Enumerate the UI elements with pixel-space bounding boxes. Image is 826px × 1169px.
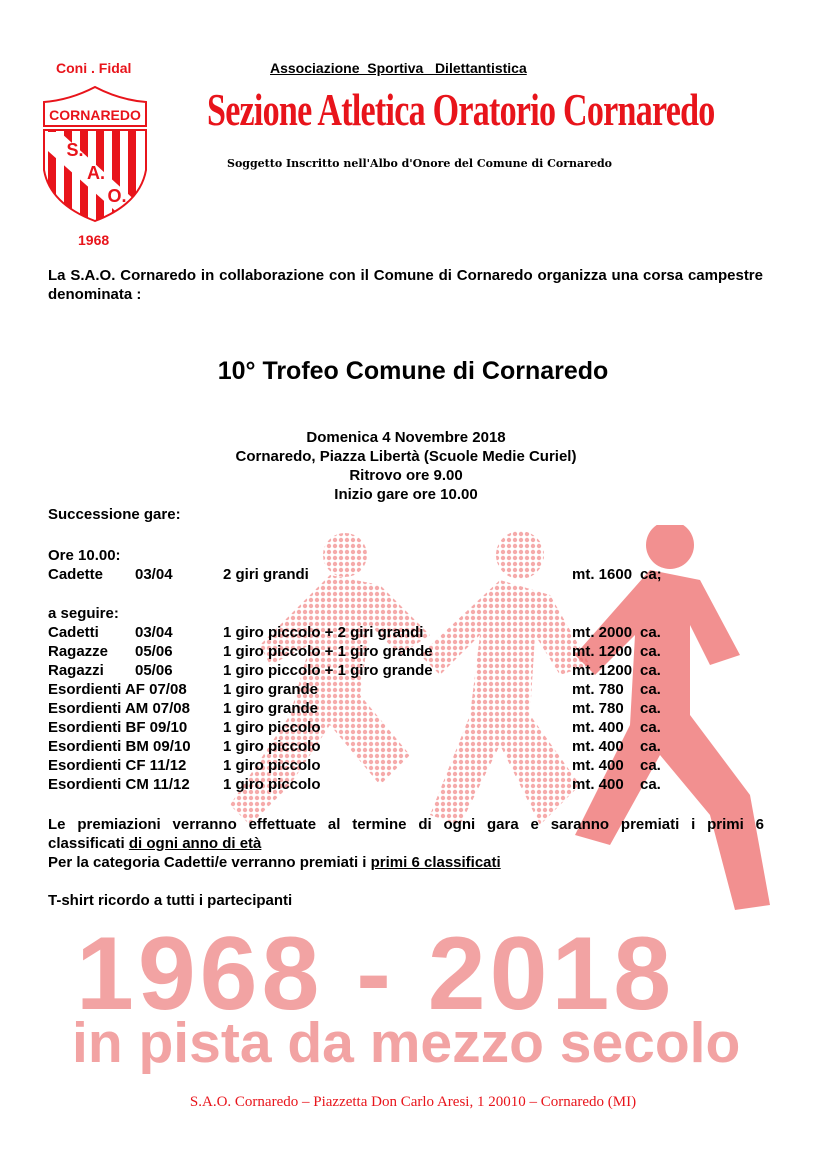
watermark-slogan: in pista da mezzo secolo [72, 1011, 741, 1075]
svg-text:CORNAREDO: CORNAREDO [49, 107, 141, 123]
svg-text:S.: S. [66, 140, 84, 160]
awards-line-3-underlined: primi 6 classificati [370, 854, 501, 871]
race-suffix: ca. [640, 681, 661, 698]
schedule-heading: Successione gare: [48, 506, 181, 523]
event-location: Cornaredo, Piazza Libertà (Scuole Medie Curiel) [235, 448, 577, 465]
race-category: Ragazze [48, 643, 109, 660]
race-row [0, 565, 826, 584]
race-years: 05/06 [135, 643, 173, 660]
race-years: 05/06 [135, 662, 173, 679]
awards-line-3-prefix: Per la categoria Cadetti/e verranno premiati i [48, 854, 371, 871]
race-category: Cadette [48, 566, 104, 583]
race-course: 1 giro piccolo + 2 giri grandi [223, 624, 424, 641]
race-course: 1 giro piccolo [223, 719, 321, 736]
race-course: 1 giro piccolo [223, 757, 321, 774]
race-row [0, 737, 826, 756]
race-course: 1 giro piccolo + 1 giro grande [223, 643, 433, 660]
awards-line-2 [48, 834, 261, 853]
race-course: 1 giro piccolo [223, 776, 321, 793]
event-info [0, 428, 812, 504]
race-row [0, 680, 826, 699]
race-distance: mt. 780 [572, 700, 624, 717]
race-distance: mt. 400 [572, 719, 624, 736]
intro-text: La S.A.O. Cornaredo in collaborazione con il Comune di Cornaredo organizza una corsa campestre denominata : [48, 267, 763, 303]
awards-line-2-prefix: classificati [48, 835, 129, 852]
race-category: Esordienti AM 07/08 [48, 700, 190, 717]
event-date: Domenica 4 Novembre 2018 [306, 429, 506, 446]
race-suffix: ca. [640, 757, 661, 774]
race-distance: mt. 1200 [572, 662, 633, 679]
watermark-years: 1968 - 2018 [76, 916, 676, 1032]
race-category: Esordienti CM 11/12 [48, 776, 190, 793]
race-row [0, 775, 826, 794]
race-years: 03/04 [135, 566, 173, 583]
federation-label: Coni . Fidal [56, 60, 132, 76]
race-row [0, 718, 826, 737]
race-years: 03/04 [135, 624, 173, 641]
logo-year: 1968 [78, 232, 110, 248]
race-course: 1 giro grande [223, 681, 319, 698]
event-title: 10° Trofeo Comune di Cornaredo [217, 357, 609, 385]
association-type: Associazione Sportiva Dilettantistica [270, 60, 527, 76]
race-distance: mt. 400 [572, 738, 624, 755]
race-course: 1 giro piccolo + 1 giro grande [223, 662, 433, 679]
race-course: 2 giri grandi [223, 566, 309, 583]
race-row [0, 756, 826, 775]
race-suffix: ca; [640, 566, 662, 583]
race-distance: mt. 1200 [572, 643, 633, 660]
honor-line: Soggetto Inscritto nell'Albo d'Onore del Comune di Cornaredo [227, 157, 613, 170]
race-category: Cadetti [48, 624, 99, 641]
event-start-time: Inizio gare ore 10.00 [334, 486, 478, 503]
race-row [0, 642, 826, 661]
awards-line-1: Le premiazioni verranno effettuate al termine di ogni gara e saranno premiati i primi 6 [48, 816, 764, 833]
svg-text:A.: A. [87, 163, 105, 183]
race-suffix: ca. [640, 624, 661, 641]
race-row [0, 623, 826, 642]
race-suffix: ca. [640, 662, 661, 679]
race-suffix: ca. [640, 719, 661, 736]
race-category: Esordienti CF 11/12 [48, 757, 187, 774]
race-distance: mt. 400 [572, 757, 624, 774]
svg-text:O.: O. [107, 186, 127, 206]
club-name: Sezione Atletica Oratorio Cornaredo [207, 84, 715, 135]
race-course: 1 giro piccolo [223, 738, 321, 755]
club-logo-shield [40, 84, 150, 224]
race-suffix: ca. [640, 776, 661, 793]
race-row [0, 699, 826, 718]
race-suffix: ca. [640, 700, 661, 717]
race-category: Ragazzi [48, 662, 104, 679]
race-course: 1 giro grande [223, 700, 319, 717]
awards-line-2-underlined: di ogni anno di età [128, 835, 262, 852]
race-distance: mt. 780 [572, 681, 624, 698]
race-category: Esordienti AF 07/08 [48, 681, 187, 698]
race-distance: mt. 400 [572, 776, 624, 793]
race-category: Esordienti BM 09/10 [48, 738, 191, 755]
race-distance: mt. 1600 [572, 566, 633, 583]
footer-address: S.A.O. Cornaredo – Piazzetta Don Carlo Aresi, 1 20010 – Cornaredo (MI) [189, 1094, 637, 1110]
tshirt-note: T-shirt ricordo a tutti i partecipanti [48, 892, 293, 909]
awards-line-3 [48, 853, 501, 872]
race-distance: mt. 2000 [572, 624, 633, 641]
race-category: Esordienti BF 09/10 [48, 719, 188, 736]
event-gathering-time: Ritrovo ore 9.00 [349, 467, 463, 484]
first-block-label: Ore 10.00: [48, 547, 121, 564]
second-block-label: a seguire: [48, 605, 119, 622]
race-row [0, 661, 826, 680]
race-suffix: ca. [640, 643, 661, 660]
race-suffix: ca. [640, 738, 661, 755]
